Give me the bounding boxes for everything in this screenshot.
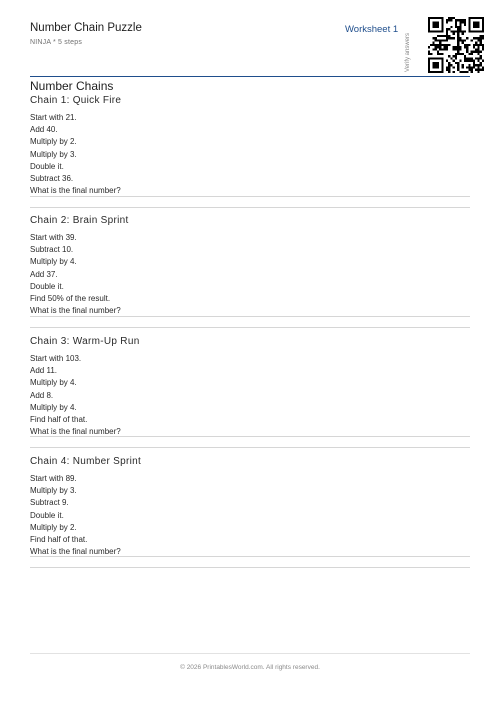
- chain-step: Subtract 9.: [30, 498, 69, 508]
- chain-step: Find half of that.: [30, 415, 88, 425]
- answer-line[interactable]: [30, 316, 470, 317]
- page-subtitle: NINJA * 5 steps: [30, 39, 83, 46]
- page-title: Number Chain Puzzle: [30, 22, 142, 34]
- section-title: Number Chains: [30, 79, 114, 93]
- worksheet-number: Worksheet 1: [345, 24, 399, 35]
- chain-step: Multiply by 2.: [30, 137, 77, 147]
- header-divider: [30, 76, 470, 77]
- chain-step: Add 11.: [30, 366, 57, 376]
- chain-step: Add 8.: [30, 390, 54, 400]
- chain-step: Multiply by 3.: [30, 149, 77, 159]
- chain-title: Chain 2: Brain Sprint: [30, 215, 129, 226]
- answer-line[interactable]: [30, 196, 470, 197]
- chain-step: Multiply by 3.: [30, 486, 77, 496]
- chain-step: Subtract 36.: [30, 174, 74, 184]
- chain-step: Multiply by 4.: [30, 402, 77, 412]
- answer-line[interactable]: [30, 207, 470, 208]
- chain-step: Multiply by 4.: [30, 378, 77, 388]
- chain-step: Find half of that.: [30, 535, 88, 545]
- footer-divider: [30, 653, 470, 654]
- answer-line[interactable]: [30, 327, 470, 328]
- chain-step: Add 37.: [30, 269, 58, 279]
- chain-2: [30, 214, 470, 317]
- answer-line[interactable]: [30, 436, 470, 437]
- chain-step: Start with 103.: [30, 354, 82, 363]
- answer-line[interactable]: [30, 556, 470, 557]
- chain-step: Subtract 10.: [30, 245, 74, 255]
- chain-step: Multiply by 2.: [30, 522, 77, 532]
- chain-step: Add 40.: [30, 125, 58, 135]
- chain-question: What is the final number?: [30, 186, 121, 196]
- chain-4: [30, 455, 470, 558]
- chain-3: [30, 335, 470, 438]
- chain-step: Double it.: [30, 281, 64, 291]
- chain-title: Chain 1: Quick Fire: [30, 95, 122, 106]
- chain-step: Find 50% of the result.: [30, 294, 111, 304]
- chain-question: What is the final number?: [30, 427, 121, 437]
- qr-code-icon[interactable]: [428, 17, 484, 73]
- chain-question: What is the final number?: [30, 547, 121, 557]
- chain-1: [30, 94, 470, 197]
- chain-step: Double it.: [30, 510, 64, 520]
- chain-step: Start with 89.: [30, 474, 77, 483]
- chain-title: Chain 4: Number Sprint: [30, 456, 142, 467]
- verify-answers-label: Verify answers: [405, 32, 411, 72]
- chain-title: Chain 3: Warm-Up Run: [30, 336, 140, 347]
- chain-step: Double it.: [30, 161, 64, 171]
- chain-step: Start with 39.: [30, 233, 77, 242]
- answer-line[interactable]: [30, 567, 470, 568]
- chain-step: Multiply by 4.: [30, 257, 77, 267]
- chain-question: What is the final number?: [30, 306, 121, 316]
- footer-copyright: © 2026 PrintablesWorld.com. All rights reserved.: [180, 664, 320, 671]
- answer-line[interactable]: [30, 447, 470, 448]
- chain-step: Start with 21.: [30, 113, 77, 122]
